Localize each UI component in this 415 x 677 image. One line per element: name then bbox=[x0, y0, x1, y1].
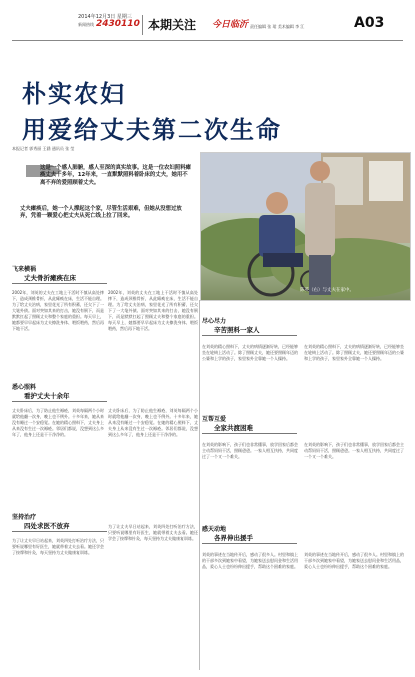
section-title-6: 感天动地 bbox=[202, 526, 227, 533]
section-body-2: 丈夫卧床后，为了防止他生褥疮，刘英每隔两个小时就给他翻一次身，晚上也不例外。十多年来，她从来没有睡过一个安稳觉。在她的精心照料下，丈夫身上从来没有生过一次褥疮。邻居们都说，没想到这么多年了，他身上还是干干净净的。 bbox=[12, 408, 104, 437]
section-body-4-cont: 在刘英的精心照料下，丈夫的病情逐渐好转，已经能够坐在轮椅上活动了。除了照顾丈夫，她还要照顾年迈的公婆和上学的孩子，家里家外全靠她一个人操持。 bbox=[304, 344, 404, 361]
section-heading-2 bbox=[12, 384, 107, 402]
lead-paragraph-2: 丈夫瘫痪后，她一个人撑起这个家，尽管生活艰难，但她从没想过放弃，凭着一颗爱心把丈夫从死亡线上拉了回来。 bbox=[20, 206, 182, 220]
section-title-2: 悉心照料 bbox=[12, 384, 37, 391]
header-divider bbox=[142, 15, 143, 35]
section-body-6: 刘英的事迹在当地传开后，感动了很多人。村里和镇上的干部多次到她家中看望，为她家送去慰问金和生活用品，爱心人士也纷纷伸出援手，帮助这个困难的家庭。 bbox=[202, 552, 298, 569]
section-body-4: 在刘英的精心照料下，丈夫的病情逐渐好转，已经能够坐在轮椅上活动了。除了照顾丈夫，她还要照顾年迈的公婆和上学的孩子，家里家外全靠她一个人操持。 bbox=[202, 344, 298, 361]
section-body-5-cont: 在刘英的影响下，孩子们也非常懂事，放学回家后都会主动帮妈妈干活，照顾爸爸。一家人相互扶持，共同度过了一个又一个难关。 bbox=[304, 442, 404, 459]
section-subtitle-2: 看护丈夫十余年 bbox=[24, 392, 70, 400]
section-body-6-cont: 刘英的事迹在当地传开后，感动了很多人。村里和镇上的干部多次到她家中看望，为她家送去慰问金和生活用品，爱心人士也纷纷伸出援手，帮助这个困难的家庭。 bbox=[304, 552, 404, 569]
section-title-1: 飞来横祸 bbox=[12, 266, 37, 273]
section-heading-1 bbox=[12, 266, 107, 284]
lead-paragraph-1: 这是一个感人肺腑，感人至深的真实故事。这是一位农妇照料瘫痪丈夫十多年，12年来，一直默默照料着卧床的丈夫，她用不离不弃的爱照顾着丈夫。 bbox=[40, 165, 191, 186]
section-title-4: 尽心尽力 bbox=[202, 318, 227, 325]
section-body-1: 2002年，刘英的丈夫在工地上干活时不慎从高处摔下，造成颈椎骨折，从此瘫痪在床，生活不能自理。为了给丈夫治病，家里花光了所有积蓄，还欠下了一大笔外债。面对突如其来的打击，她没有倒下，而是默默扛起了照顾丈夫和整个家庭的重担。每天早上，她都要早早起床为丈夫擦洗身体、喂饭喂药，然后再下地干活。 bbox=[12, 290, 104, 331]
section-subtitle-3: 四处求医不放弃 bbox=[24, 522, 70, 530]
editor-line: 责任编辑 张 珺 美术编辑 李 江 bbox=[250, 24, 305, 29]
header-rule bbox=[12, 40, 403, 41]
page-number: A03 bbox=[354, 15, 385, 31]
hotline-number: 2430110 bbox=[96, 19, 140, 29]
section-heading-4 bbox=[202, 318, 297, 336]
column-divider bbox=[199, 300, 200, 670]
section-heading-6 bbox=[202, 526, 297, 544]
byline: 本报记者 郭秀丽 王涵 通讯员 张 莹 bbox=[12, 146, 75, 151]
section-title-3: 坚持治疗 bbox=[12, 514, 37, 521]
section-body-5: 在刘英的影响下，孩子们也非常懂事，放学回家后都会主动帮妈妈干活，照顾爸爸。一家人相互扶持，共同度过了一个又一个难关。 bbox=[202, 442, 298, 459]
hotline-label: 新闻热线 bbox=[78, 22, 94, 27]
section-body-3-cont: 为了让丈夫早日站起来，刘英四处打听治疗方法，只要听说哪里有好医生，她就带着丈夫去看。她还学会了按摩和针灸，每天坚持为丈夫做康复训练。 bbox=[108, 524, 198, 541]
section-body-2-cont: 丈夫卧床后，为了防止他生褥疮，刘英每隔两个小时就给他翻一次身，晚上也不例外。十多年来，她从来没有睡过一个安稳觉。在她的精心照料下，丈夫身上从来没有生过一次褥疮。邻居们都说，没想到这么多年了，他身上还是干干净净的。 bbox=[108, 408, 198, 437]
article-photo bbox=[200, 152, 411, 301]
headline-line-2: 用爱给丈夫第二次生命 bbox=[22, 115, 282, 144]
brand-logo: 今日临沂 bbox=[212, 20, 249, 30]
photo-illustration bbox=[201, 153, 410, 300]
section-body-3: 为了让丈夫早日站起来，刘英四处打听治疗方法，只要听说哪里有好医生，她就带着丈夫去看。她还学会了按摩和针灸，每天坚持为丈夫做康复训练。 bbox=[12, 538, 104, 555]
section-title-5: 互帮互爱 bbox=[202, 416, 227, 423]
section-body-1-cont: 2002年，刘英的丈夫在工地上干活时不慎从高处摔下，造成颈椎骨折，从此瘫痪在床，生活不能自理。为了给丈夫治病，家里花光了所有积蓄，还欠下了一大笔外债。面对突如其来的打击，她没有倒下，而是默默扛起了照顾丈夫和整个家庭的重担。每天早上，她都要早早起床为丈夫擦洗身体、喂饭喂药，然后再下地干活。 bbox=[108, 290, 198, 331]
section-heading-5 bbox=[202, 416, 297, 434]
section-subtitle-1: 丈夫骨折瘫痪在床 bbox=[24, 274, 76, 282]
date-line: 2014年12月3日 星期三 bbox=[78, 14, 132, 20]
section-subtitle-6: 各界伸出援手 bbox=[214, 534, 253, 542]
photo-caption: 陈英（右）与丈夫在家中。 bbox=[300, 288, 354, 293]
section-label: 本期关注 bbox=[148, 18, 197, 32]
headline-line-1: 朴实农妇 bbox=[22, 79, 126, 108]
section-subtitle-5: 全家共渡困难 bbox=[214, 424, 253, 432]
section-subtitle-4: 辛苦照料一家人 bbox=[214, 326, 260, 334]
section-heading-3 bbox=[12, 514, 107, 532]
